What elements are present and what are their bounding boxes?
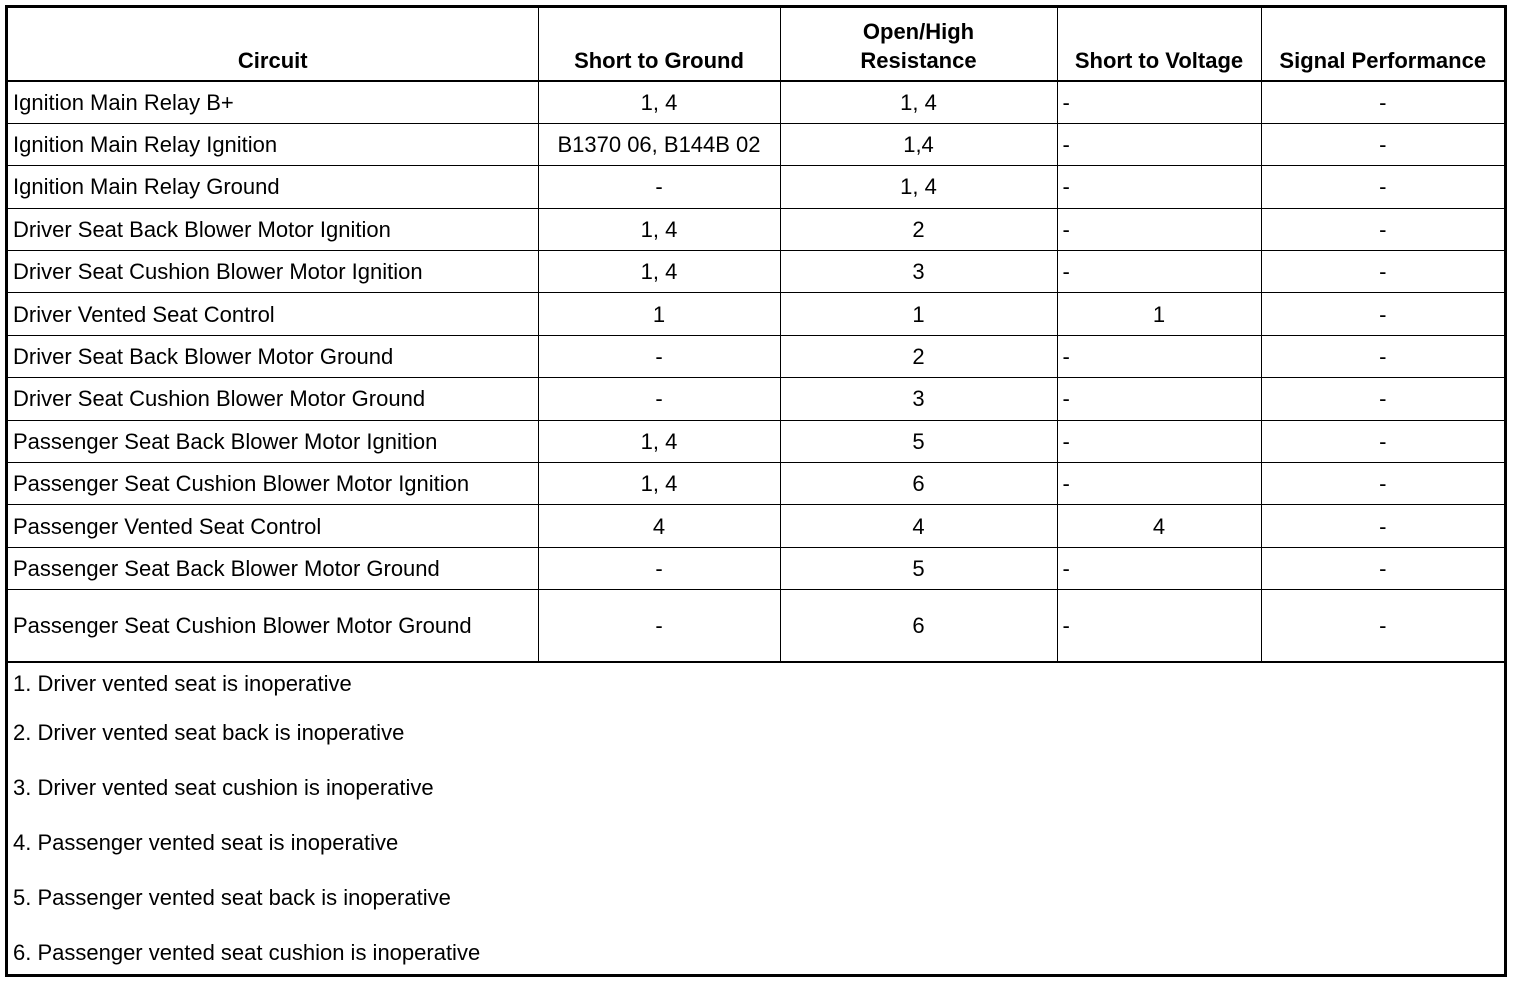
circuit-cell: Ignition Main Relay Ignition xyxy=(8,123,538,165)
signal-performance-cell: - xyxy=(1261,335,1504,377)
footnote-4: 4. Passenger vented seat is inoperative xyxy=(13,830,399,855)
signal-performance-cell: - xyxy=(1261,420,1504,462)
open-high-resistance-cell: 3 xyxy=(780,378,1057,420)
open-high-resistance-cell: 3 xyxy=(780,251,1057,293)
short-to-ground-cell: - xyxy=(538,590,780,662)
circuit-table xyxy=(8,8,1504,663)
table-row xyxy=(8,335,1504,377)
short-to-voltage-cell: 4 xyxy=(1057,505,1261,547)
short-to-ground-cell: - xyxy=(538,547,780,589)
table-row xyxy=(8,420,1504,462)
circuit-cell: Driver Vented Seat Control xyxy=(8,293,538,335)
short-to-voltage-cell: - xyxy=(1057,378,1261,420)
table-row xyxy=(8,123,1504,165)
open-high-resistance-cell: 4 xyxy=(780,505,1057,547)
circuit-cell: Passenger Seat Back Blower Motor Ignition xyxy=(8,420,538,462)
short-to-ground-cell: 1, 4 xyxy=(538,420,780,462)
open-high-resistance-cell: 2 xyxy=(780,208,1057,250)
short-to-ground-cell: B1370 06, B144B 02 xyxy=(538,123,780,165)
circuit-cell: Passenger Seat Back Blower Motor Ground xyxy=(8,547,538,589)
short-to-voltage-cell: - xyxy=(1057,463,1261,505)
footnote-6: 6. Passenger vented seat cushion is inoperative xyxy=(13,940,481,965)
short-to-voltage-cell: - xyxy=(1057,335,1261,377)
signal-performance-cell: - xyxy=(1261,378,1504,420)
circuit-cell: Driver Seat Cushion Blower Motor Ground xyxy=(8,378,538,420)
table-row xyxy=(8,547,1504,589)
open-high-resistance-cell: 6 xyxy=(780,590,1057,662)
signal-performance-cell: - xyxy=(1261,463,1504,505)
short-to-voltage-cell: - xyxy=(1057,166,1261,208)
short-to-voltage-cell: - xyxy=(1057,420,1261,462)
table-row xyxy=(8,378,1504,420)
signal-performance-cell: - xyxy=(1261,81,1504,123)
header-open-high-resistance-line2: Resistance xyxy=(860,48,977,73)
signal-performance-cell: - xyxy=(1261,166,1504,208)
signal-performance-cell: - xyxy=(1261,208,1504,250)
header-open-high-resistance-line1: Open/High xyxy=(862,19,975,44)
open-high-resistance-cell: 1, 4 xyxy=(780,81,1057,123)
footnotes xyxy=(8,663,1504,993)
short-to-voltage-cell: - xyxy=(1057,590,1261,662)
table-row xyxy=(8,81,1504,123)
footnote-1: 1. Driver vented seat is inoperative xyxy=(13,671,352,696)
short-to-voltage-cell: - xyxy=(1057,123,1261,165)
signal-performance-cell: - xyxy=(1261,590,1504,662)
header-row xyxy=(8,8,1504,81)
table-row xyxy=(8,251,1504,293)
short-to-ground-cell: 4 xyxy=(538,505,780,547)
short-to-ground-cell: - xyxy=(538,335,780,377)
open-high-resistance-cell: 6 xyxy=(780,463,1057,505)
short-to-ground-cell: 1, 4 xyxy=(538,208,780,250)
open-high-resistance-cell: 5 xyxy=(780,420,1057,462)
signal-performance-cell: - xyxy=(1261,251,1504,293)
circuit-cell: Driver Seat Back Blower Motor Ignition xyxy=(8,208,538,250)
short-to-voltage-cell: - xyxy=(1057,251,1261,293)
footnote-2: 2. Driver vented seat back is inoperative xyxy=(13,720,405,745)
short-to-voltage-cell: - xyxy=(1057,81,1261,123)
circuit-cell: Ignition Main Relay B+ xyxy=(8,81,538,123)
circuit-cell: Passenger Vented Seat Control xyxy=(8,505,538,547)
open-high-resistance-cell: 2 xyxy=(780,335,1057,377)
short-to-ground-cell: 1, 4 xyxy=(538,81,780,123)
table-body xyxy=(8,81,1504,662)
footnote-3: 3. Driver vented seat cushion is inoperative xyxy=(13,775,434,800)
short-to-voltage-cell: - xyxy=(1057,547,1261,589)
circuit-cell: Driver Seat Back Blower Motor Ground xyxy=(8,335,538,377)
open-high-resistance-cell: 1, 4 xyxy=(780,166,1057,208)
open-high-resistance-cell: 1 xyxy=(780,293,1057,335)
table-row xyxy=(8,293,1504,335)
signal-performance-cell: - xyxy=(1261,293,1504,335)
table-row xyxy=(8,463,1504,505)
footnote-5: 5. Passenger vented seat back is inoperative xyxy=(13,885,451,910)
circuit-cell: Driver Seat Cushion Blower Motor Ignition xyxy=(8,251,538,293)
short-to-ground-cell: 1, 4 xyxy=(538,463,780,505)
short-to-ground-cell: - xyxy=(538,166,780,208)
signal-performance-cell: - xyxy=(1261,123,1504,165)
signal-performance-cell: - xyxy=(1261,547,1504,589)
short-to-ground-cell: 1, 4 xyxy=(538,251,780,293)
short-to-ground-cell: - xyxy=(538,378,780,420)
header-open-high-resistance xyxy=(780,8,1057,81)
circuit-fault-table xyxy=(5,5,1507,977)
open-high-resistance-cell: 5 xyxy=(780,547,1057,589)
short-to-voltage-cell: - xyxy=(1057,208,1261,250)
header-signal-performance: Signal Performance xyxy=(1261,8,1504,81)
circuit-cell: Ignition Main Relay Ground xyxy=(8,166,538,208)
circuit-cell: Passenger Seat Cushion Blower Motor Ignition xyxy=(8,463,538,505)
table-row xyxy=(8,590,1504,662)
header-circuit: Circuit xyxy=(8,8,538,81)
open-high-resistance-cell: 1,4 xyxy=(780,123,1057,165)
circuit-cell: Passenger Seat Cushion Blower Motor Ground xyxy=(8,590,538,662)
table-row xyxy=(8,166,1504,208)
short-to-ground-cell: 1 xyxy=(538,293,780,335)
header-short-to-ground: Short to Ground xyxy=(538,8,780,81)
header-short-to-voltage: Short to Voltage xyxy=(1057,8,1261,81)
short-to-voltage-cell: 1 xyxy=(1057,293,1261,335)
table-row xyxy=(8,505,1504,547)
signal-performance-cell: - xyxy=(1261,505,1504,547)
table-row xyxy=(8,208,1504,250)
